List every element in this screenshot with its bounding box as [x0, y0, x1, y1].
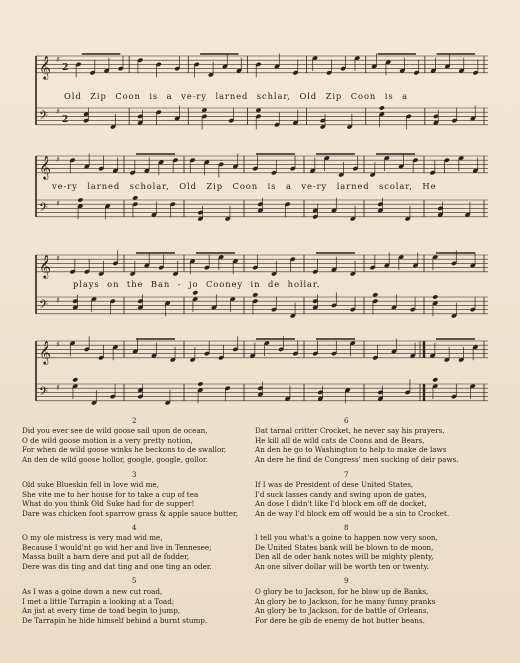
time-signature-icon: 2 [62, 114, 69, 125]
time-signature-icon: 2 [62, 62, 69, 73]
verse-number-7: 7 [344, 471, 349, 479]
verse-line: Old suke Blueskin fell in love wid me, [22, 480, 159, 489]
verse-number-4: 4 [132, 524, 137, 532]
verse-line: An one silver dollar will be worth ten or twenty. [255, 562, 429, 572]
verse-2 [22, 426, 226, 465]
verse-7 [255, 480, 449, 519]
verse-8 [255, 533, 438, 572]
bass-clef-icon: 𝄢 [39, 201, 49, 218]
sharp-icon: ♯ [56, 198, 60, 208]
verse-6 [255, 426, 459, 465]
verse-number-8: 8 [344, 524, 349, 532]
treble-clef-icon: 𝄞 [39, 340, 51, 365]
verse-line: Dere was dis ting and dat ting and one ting an oder. [22, 562, 212, 572]
verse-line: An glory be to Jackson, for de battle of Orleans, [255, 606, 429, 616]
verse-number-5: 5 [132, 577, 137, 585]
chord-note-head [432, 377, 438, 382]
bass-clef-icon: 𝄢 [39, 298, 49, 315]
verse-number-2: 2 [132, 417, 137, 425]
chord-note-head [77, 197, 83, 202]
sharp-icon: ♯ [56, 106, 60, 116]
sharp-icon: ♯ [56, 382, 60, 392]
verse-line: De Tarrapin he hide himself behind a burnt stump. [22, 616, 208, 626]
margin-handwriting [1, 592, 13, 652]
verse-line: He kill all de wild cats de Coons and de Bears, [255, 435, 425, 445]
verse-line: Did you ever see de wild goose sail upon de ocean, [22, 426, 208, 435]
verse-5 [22, 587, 207, 626]
chord-note-head [197, 381, 203, 386]
lyric-line-2: ve-ry larned scholar, Old Zip Coon is a ve-ry larned scolar, He [52, 181, 437, 191]
verse-number-3: 3 [132, 471, 137, 479]
verse-line: Because I would'nt go wid her and live in Tennesee; [22, 542, 212, 552]
verse-line: An den he go to Washington to help to make de laws [255, 445, 447, 455]
verse-line: She vite me to her house for to take a cup of tea [22, 489, 199, 499]
treble-clef-icon: 𝄞 [39, 55, 51, 80]
verse-line: An dere he find de Congress' men sucking of deir paws. [255, 455, 459, 465]
sharp-icon: ♯ [56, 54, 60, 64]
chord-note-head [192, 290, 198, 295]
verse-line: For when de wild goose winks he beckons to de swallor, [22, 445, 227, 455]
verse-line: I'd suck lasses candy and swing upon de gates, [255, 489, 427, 499]
bass-clef-icon: 𝄢 [39, 109, 49, 126]
verse-line: If I was de President of dese United States, [255, 480, 414, 489]
chord-note-head [379, 105, 385, 110]
sharp-icon: ♯ [56, 339, 60, 349]
verse-line: Den all de oder bank notes will be mighty plenty, [255, 552, 434, 562]
verse-line: Massa built a barn dere and put all de fodder, [22, 552, 190, 562]
verse-number-6: 6 [344, 417, 349, 425]
verse-line: O glory be to Jackson, for he blow up de Banks, [255, 587, 429, 596]
chord-note-head [72, 377, 78, 382]
verse-line: An glory be to Jackson, for he many funny pranks [255, 596, 436, 606]
verse-line: I tell you what's a goine to happen now very soon, [255, 533, 438, 542]
bass-clef-icon: 𝄢 [39, 385, 49, 402]
verse-line: Dat tarnal critter Crocket, he never say his prayers, [255, 426, 445, 435]
chord-note-head [432, 294, 438, 299]
verse-line: For dere he gib de enemy de hot butter beans. [255, 616, 425, 626]
lyric-line-3: plays on the Ban - jo Cooney in de hollar. [73, 279, 321, 289]
verse-line: An den de wild goose hollor, google, google, gollor. [22, 455, 208, 465]
verse-line: O de wild goose motion is a very pretty notion, [22, 435, 193, 445]
treble-clef-icon: 𝄞 [39, 254, 51, 279]
verse-line: What do you think Old Suke had for de supper! [22, 499, 195, 509]
lyric-line-1: Old Zip Coon is a ve-ry larned schlar, Old Zip Coon is a [64, 91, 409, 101]
sharp-icon: ♯ [56, 295, 60, 305]
treble-clef-icon: 𝄞 [39, 155, 51, 180]
verse-number-9: 9 [344, 577, 349, 585]
verse-line: An dose I didn't like I'd block em off de docket, [255, 499, 427, 509]
verse-line: An jist at every time de toad begin to jump, [22, 606, 181, 616]
verse-line: De United States bank will be blown to de moon, [255, 542, 434, 552]
sharp-icon: ♯ [56, 253, 60, 263]
verse-line: As I was a goine down a new cut road, [22, 587, 163, 596]
verse-line: Dare was chicken foot sparrow grass & apple sauce butter, [22, 509, 238, 519]
sharp-icon: ♯ [56, 154, 60, 164]
verse-3 [22, 480, 238, 519]
verse-9 [255, 587, 435, 626]
verse-4 [22, 533, 212, 572]
verse-line: An de way I'd block em off would be a sin to Crocket. [255, 509, 450, 519]
verse-line: I met a little Tarrapin a looking at a Toad; [22, 596, 175, 606]
verse-line: O my ole mistress is very mad wid me, [22, 533, 163, 542]
